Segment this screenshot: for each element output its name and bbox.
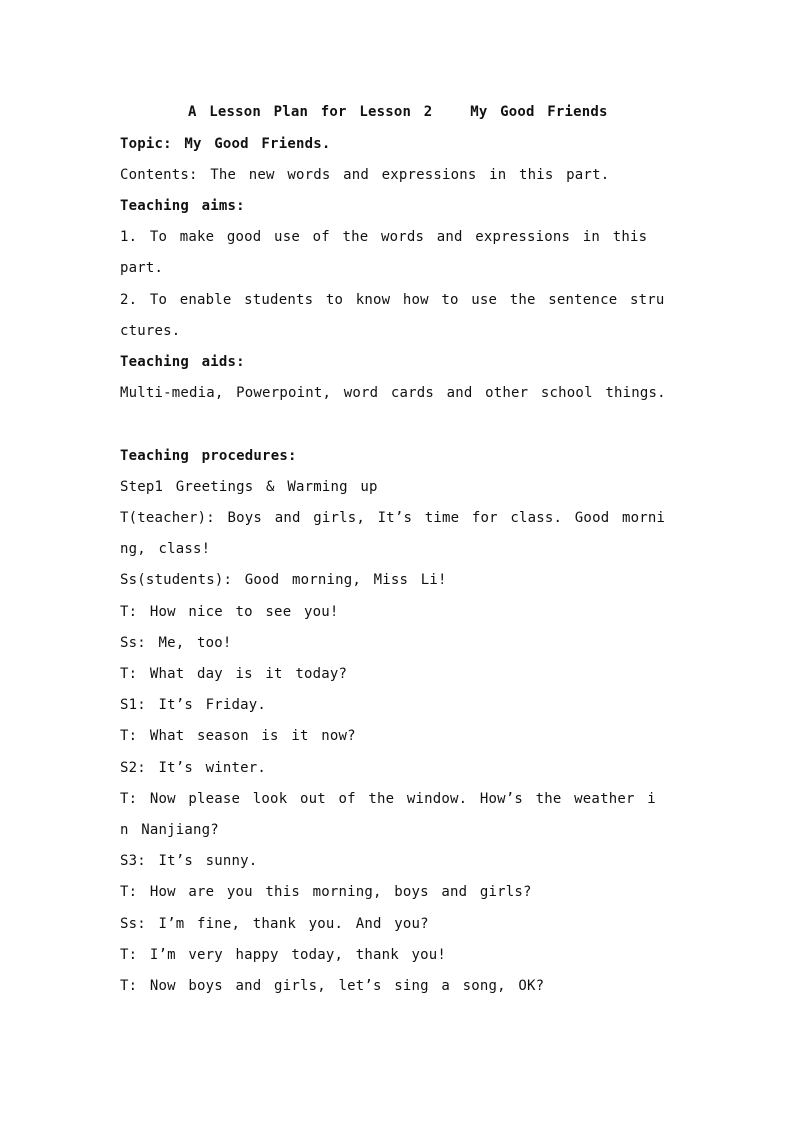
procedure-line: T: What season is it now? — [120, 728, 356, 744]
procedure-line: T(teacher): Boys and girls, It’s time for class. Good morni — [120, 510, 666, 526]
topic-line: Topic: My Good Friends. — [120, 136, 331, 152]
teaching-aids-heading: Teaching aids: — [120, 354, 245, 370]
procedure-line: T: Now boys and girls, let’s sing a song, OK? — [120, 978, 545, 994]
aim-line-1: 1. To make good use of the words and expressions in this — [120, 229, 648, 245]
procedure-line: Ss(students): Good morning, Miss Li! — [120, 572, 447, 588]
procedure-line: Ss: Me, too! — [120, 635, 232, 651]
procedure-line: Step1 Greetings & Warming up — [120, 479, 378, 495]
procedure-line: S1: It’s Friday. — [120, 697, 267, 713]
procedure-line: T: Now please look out of the window. How’s the weather i — [120, 791, 656, 807]
aim-line-4: ctures. — [120, 323, 181, 339]
procedure-line: n Nanjiang? — [120, 822, 219, 838]
aids-line: Multi-media, Powerpoint, word cards and other school things. — [120, 385, 666, 401]
procedure-line: Ss: I’m fine, thank you. And you? — [120, 916, 429, 932]
procedure-line: ng, class! — [120, 541, 211, 557]
aim-line-3: 2. To enable students to know how to use the sentence stru — [120, 292, 665, 308]
procedure-line: T: What day is it today? — [120, 666, 348, 682]
procedure-line: T: How nice to see you! — [120, 604, 339, 620]
procedure-line: S2: It’s winter. — [120, 760, 267, 776]
procedure-line: T: I’m very happy today, thank you! — [120, 947, 447, 963]
document-title: A Lesson Plan for Lesson 2 My Good Friends — [188, 104, 608, 120]
procedures-heading: Teaching procedures: — [120, 448, 297, 464]
procedure-line: T: How are you this morning, boys and girls? — [120, 884, 532, 900]
teaching-aims-heading: Teaching aims: — [120, 198, 245, 214]
contents-line: Contents: The new words and expressions in this part. — [120, 167, 610, 183]
aim-line-2: part. — [120, 260, 164, 276]
procedure-line: S3: It’s sunny. — [120, 853, 258, 869]
